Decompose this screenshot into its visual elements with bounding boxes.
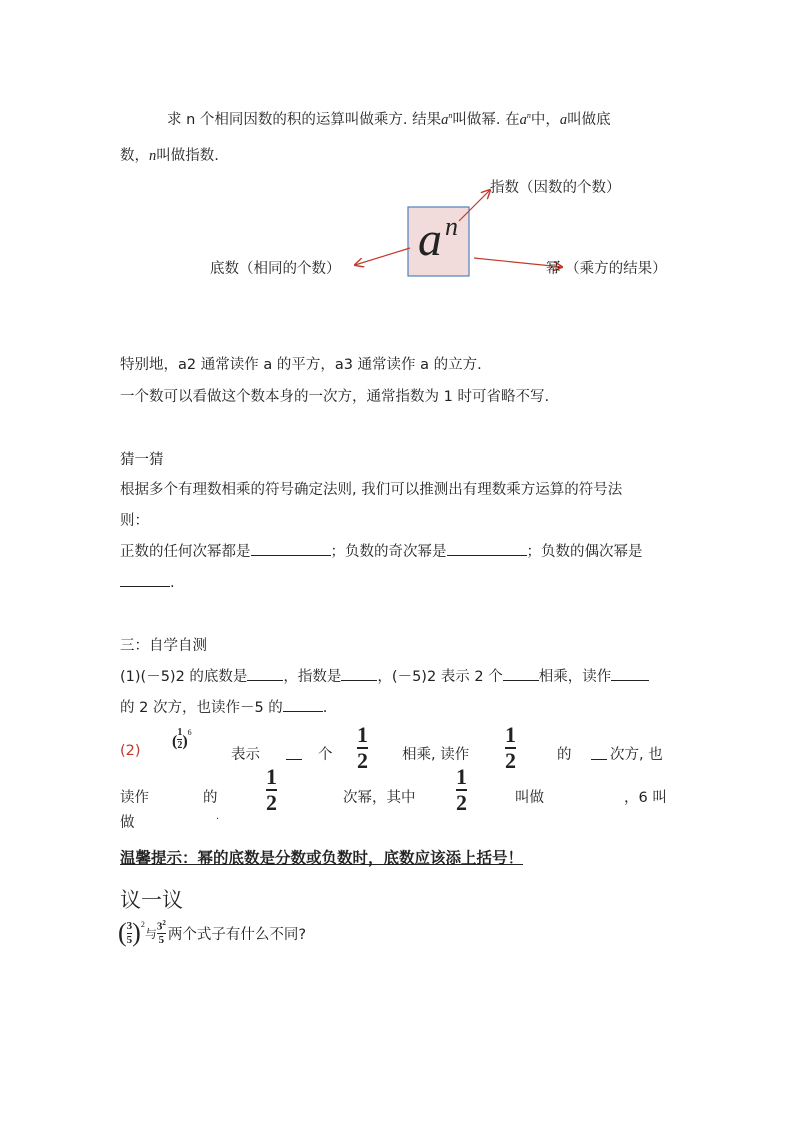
arrow-to-base — [355, 248, 410, 265]
intro-text-4: 叫做底 — [567, 112, 611, 128]
q2-de: 的 — [557, 747, 572, 763]
q2-exponent: 6 — [187, 728, 192, 737]
q2-frac-4-num: 1 — [456, 764, 467, 789]
discuss-frac-2-num: 3 — [156, 920, 163, 933]
odd-power-blank[interactable] — [447, 541, 527, 556]
q2-power-expression: ( $\frac{1}{2}$ ) 6 — [172, 727, 192, 751]
even-power-blank[interactable] — [120, 572, 170, 587]
q2-dot: . — [216, 811, 220, 822]
q2-frac-1 — [357, 724, 368, 772]
guess-line-4 — [120, 572, 175, 591]
q1-text-f: . — [322, 700, 328, 716]
discuss-question: 两个式子有什么不同? — [167, 926, 307, 943]
diagram-exp-letter: n — [445, 212, 458, 241]
q2-frac-3-num: 1 — [266, 764, 277, 789]
guess-period: . — [170, 575, 175, 591]
warm-tip: 温馨提示：幂的底数是分数或负数时，底数应该添上括号！ — [120, 848, 524, 867]
intro-text-2: 叫做幂. 在 — [452, 112, 520, 128]
arrow-to-exponent — [459, 190, 490, 221]
power-n-symbol-2: n — [526, 111, 531, 121]
q2-zuo: 做 — [120, 815, 135, 831]
q1-base-blank[interactable] — [247, 666, 283, 681]
label-base: 底数（相同的个数） — [210, 261, 341, 277]
q1-line-1 — [120, 665, 649, 686]
power-a-symbol: a — [441, 112, 449, 128]
guess-line-2: 则： — [120, 513, 149, 529]
q2-frac-4-den: 2 — [456, 790, 467, 815]
q1-text-c: ，(－5)2 表示 2 个 — [377, 669, 503, 685]
q1-alt-read-blank[interactable] — [283, 697, 323, 712]
discuss-frac-2 — [157, 920, 166, 947]
q2-times-blank[interactable] — [591, 745, 607, 760]
q2-frac-1-den: 2 — [357, 748, 368, 773]
discuss-yu: 与 — [144, 926, 157, 941]
discuss-frac-2-den: 5 — [158, 934, 165, 947]
guess-text-c: ；负数的偶次幂是 — [526, 544, 643, 560]
label-power: 幂 （乘方的结果） — [546, 261, 667, 277]
discuss-exp-1: 2 — [140, 920, 145, 929]
q2-duzuo: 读作 — [120, 790, 149, 806]
guess-text-a: 正数的任何次幂都是 — [120, 544, 251, 560]
q1-read-blank[interactable] — [611, 666, 649, 681]
discuss-title: 议一议 — [120, 888, 183, 912]
q1-text-b: ，指数是 — [283, 669, 342, 685]
q1-exponent-blank[interactable] — [341, 666, 377, 681]
base-a-symbol: a — [559, 112, 568, 128]
discuss-frac-1-den: 5 — [126, 933, 133, 946]
q2-cimi: 次幂，其中 — [343, 790, 416, 806]
power-a-symbol-2: a — [519, 112, 527, 128]
guess-text-b: ；负数的奇次幂是 — [330, 544, 447, 560]
q1-line-2 — [120, 696, 327, 717]
q2-count-blank[interactable] — [286, 745, 302, 760]
note-line-1: 特别地，a2 通常读作 a 的平方，a3 通常读作 a 的立方. — [120, 357, 482, 373]
intro-text-3: 中， — [530, 112, 560, 128]
q1-text-e: 的 2 次方，也读作－5 的 — [120, 700, 283, 716]
discuss-line: ( $\frac{3}{5}$ ) 2 与 $\frac{3^2}{5}$ 两个式子有什么不同? — [118, 918, 307, 947]
q2-frac-3 — [266, 766, 277, 814]
q2-frac-den: 2 — [177, 740, 183, 751]
power-diagram — [0, 0, 794, 300]
q2-de2: 的 — [203, 790, 218, 806]
q2-jiaozuo: 叫做 — [515, 790, 544, 806]
label-exponent: 指数（因数的个数） — [490, 180, 621, 196]
q2-ge: 个 — [318, 747, 333, 763]
q2-frac-2-num: 1 — [505, 722, 516, 747]
q2-mul: 相乘, 读作 — [402, 747, 470, 763]
discuss-frac-1-num: 3 — [126, 919, 133, 932]
intro-text-1: 求 n 个相同因数的积的运算叫做乘方. 结果 — [167, 112, 442, 128]
intro-text-6: 叫做指数. — [156, 148, 219, 164]
q1-count-blank[interactable] — [503, 666, 539, 681]
guess-title: 猜一猜 — [120, 452, 164, 468]
guess-line-3 — [120, 540, 643, 561]
power-n-symbol: n — [448, 111, 453, 121]
positive-power-blank[interactable] — [251, 541, 331, 556]
discuss-exp-2: 2 — [162, 918, 166, 927]
q1-text-d: 相乘，读作 — [538, 669, 612, 685]
diagram-base-letter: a — [418, 213, 442, 266]
note-line-2: 一个数可以看做这个数本身的一次方，通常指数为 1 时可省略不写. — [120, 389, 550, 405]
q2-cifang: 次方, 也 — [610, 747, 663, 763]
q2-frac-4 — [456, 766, 467, 814]
q2-frac-2 — [505, 724, 516, 772]
self-test-title: 三：自学自测 — [120, 638, 207, 654]
exponent-n-symbol: n — [149, 148, 157, 164]
q2-frac-1-num: 1 — [357, 722, 368, 747]
q2-frac-num: 1 — [177, 727, 183, 738]
q1-text-a: (1)(－5)2 的底数是 — [120, 669, 248, 685]
intro-text-5: 数， — [120, 148, 149, 164]
q2-six: ，6 叫 — [624, 790, 667, 806]
q2-frac-3-den: 2 — [266, 790, 277, 815]
q2-show: 表示 — [231, 747, 260, 763]
guess-line-1: 根据多个有理数相乘的符号确定法则, 我们可以推测出有理数乘方运算的符号法 — [120, 482, 623, 498]
q2-label: (2) — [120, 743, 141, 759]
q2-frac-2-den: 2 — [505, 748, 516, 773]
